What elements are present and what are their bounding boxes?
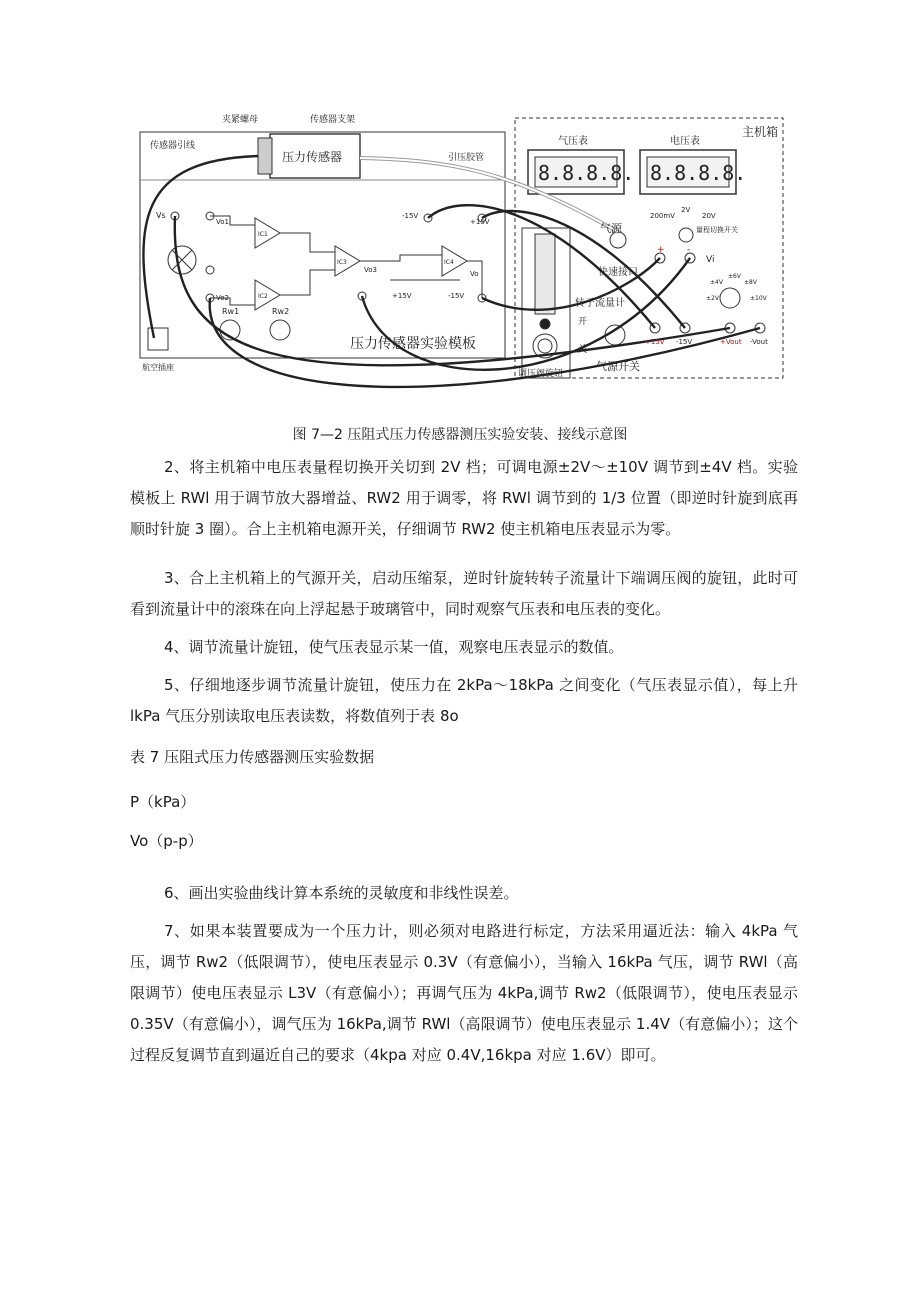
label-tube: 引压胶管 [448, 153, 485, 163]
range-switch-knob [679, 228, 693, 242]
label-vo2: Vo2 [216, 294, 229, 302]
label-k2: ±2V [706, 295, 719, 302]
label-open: 开 [578, 317, 588, 327]
label-barometer: 气压表 [558, 136, 588, 147]
label-vo3: Vo3 [364, 266, 377, 274]
label-k6: ±6V [728, 273, 741, 280]
label-gas-source: 气源 [600, 222, 622, 235]
sensor-lead-wire [143, 156, 258, 338]
table-title: 表 7 压阻式压力传感器测压实验数据 [130, 748, 375, 766]
label-vout-p: +Vout [720, 338, 742, 346]
label-sensor: 压力传感器 [282, 150, 343, 164]
label-k10: ±10V [750, 295, 767, 302]
label-ic2: IC2 [258, 293, 268, 300]
label-bracket: 传感器支架 [310, 115, 356, 125]
label-host: 主机箱 [742, 125, 779, 139]
label-m15c: -15V [448, 292, 465, 300]
rw2-pot [270, 320, 290, 340]
barometer-readout: 8.8.8.8. [538, 161, 635, 185]
supply-knob [720, 288, 740, 308]
label-aviation: 航空插座 [142, 363, 174, 372]
label-vo4: Vo [470, 270, 479, 278]
label-vo1: Vo1 [216, 218, 229, 226]
clamp-nut [258, 138, 272, 174]
paragraph-step-5: 5、仔细地逐步调节流量计旋钮，使压力在 2kPa～18kPa 之间变化（气压表显示值），每上升 lkPa 气压分别读取电压表读数，将数值列于表 8o [130, 676, 798, 725]
paragraph-step-3: 3、合上主机箱上的气源开关，启动压缩泵，逆时针旋转转子流量计下端调压阀的旋钮，此时可看到流量计中的滚珠在向上浮起悬于玻璃管中，同时观察气压表和电压表的变化。 [130, 569, 798, 618]
label-ic4: IC4 [444, 259, 454, 266]
label-vout-m: -Vout [750, 338, 768, 346]
label-m15: -15V [676, 338, 693, 346]
label-vi: Vi [706, 255, 715, 265]
label-nut: 夹紧螺母 [222, 115, 259, 125]
label-valve-knob: 调压阀旋钮 [518, 369, 564, 379]
label-p15: +15V [645, 338, 665, 346]
table-row-voltage: Vo（p-p） [130, 832, 203, 850]
label-quick-port: 快速接口 [598, 267, 638, 278]
voltmeter-readout: 8.8.8.8. [650, 161, 747, 185]
label-range-switch: 量程切换开关 [696, 226, 738, 234]
label-close: 关 [578, 345, 588, 355]
label-p15c: +15V [392, 292, 412, 300]
table-row-pressure: P（kPa） [130, 793, 196, 811]
label-rw1: Rw1 [222, 307, 240, 316]
label-module: 压力传感器实验模板 [350, 336, 476, 352]
label-rotameter: 转子流量计 [575, 298, 625, 309]
paragraph-step-6: 6、画出实验曲线计算本系统的灵敏度和非线性误差。 [164, 884, 519, 902]
label-rw2: Rw2 [272, 307, 290, 316]
label-ic3: IC3 [337, 259, 347, 266]
label-minus: - [687, 245, 691, 255]
label-vs: Vs [156, 211, 166, 220]
label-20v: 20V [702, 212, 716, 220]
label-lead: 传感器引线 [150, 141, 196, 151]
paragraph-step-4: 4、调节流量计旋钮，使气压表显示某一值，观察电压表显示的数值。 [164, 638, 624, 656]
label-k4: ±4V [710, 279, 723, 286]
figure-caption: 图 7—2 压阻式压力传感器测压实验安装、接线示意图 [292, 427, 628, 443]
paragraph-step-7: 7、如果本装置要成为一个压力计，则必须对电路进行标定，方法采用逼近法：输入 4kPa 气压，调节 Rw2（低限调节），使电压表显示 0.3V（有意偏小），当输入 16kPa 气压，调节 RWl（高限调节）使电压表显示 L3V（有意偏小）；再调气压为 4kPa,调节 Rw2（低限调节），使电压表显示 0.35V（有意偏小），调气压为 16kPa,调节 RWl（高限调节）使电压表显示 1.4V（有意偏小）；这个过程反复调节直到逼近自己的要求（4kpa 对应 0.4V,16kpa 对应 1.6V）即可。 [130, 922, 798, 1064]
label-gas-switch: 气源开关 [596, 360, 640, 373]
wiring-diagram [130, 100, 790, 420]
label-ic1: IC1 [258, 231, 268, 238]
label-p15b: +15V [470, 218, 490, 226]
label-200mv: 200mV [650, 212, 675, 220]
label-voltmeter: 电压表 [670, 136, 700, 147]
label-plus: + [657, 245, 665, 255]
label-2v: 2V [681, 206, 691, 214]
label-k8: ±8V [744, 279, 757, 286]
label-m15b: -15V [402, 212, 419, 220]
paragraph-step-2: 2、将主机箱中电压表量程切换开关切到 2V 档；可调电源±2V～±10V 调节到±4V 档。实验模板上 RWl 用于调节放大器增益、RW2 用于调零，将 RWl 调节到的 1/3 位置（即逆时针旋到底再顺时针旋 3 圈）。合上主机箱电源开关，仔细调节 RW2 使主机箱电压表显示为零。 [130, 458, 798, 538]
